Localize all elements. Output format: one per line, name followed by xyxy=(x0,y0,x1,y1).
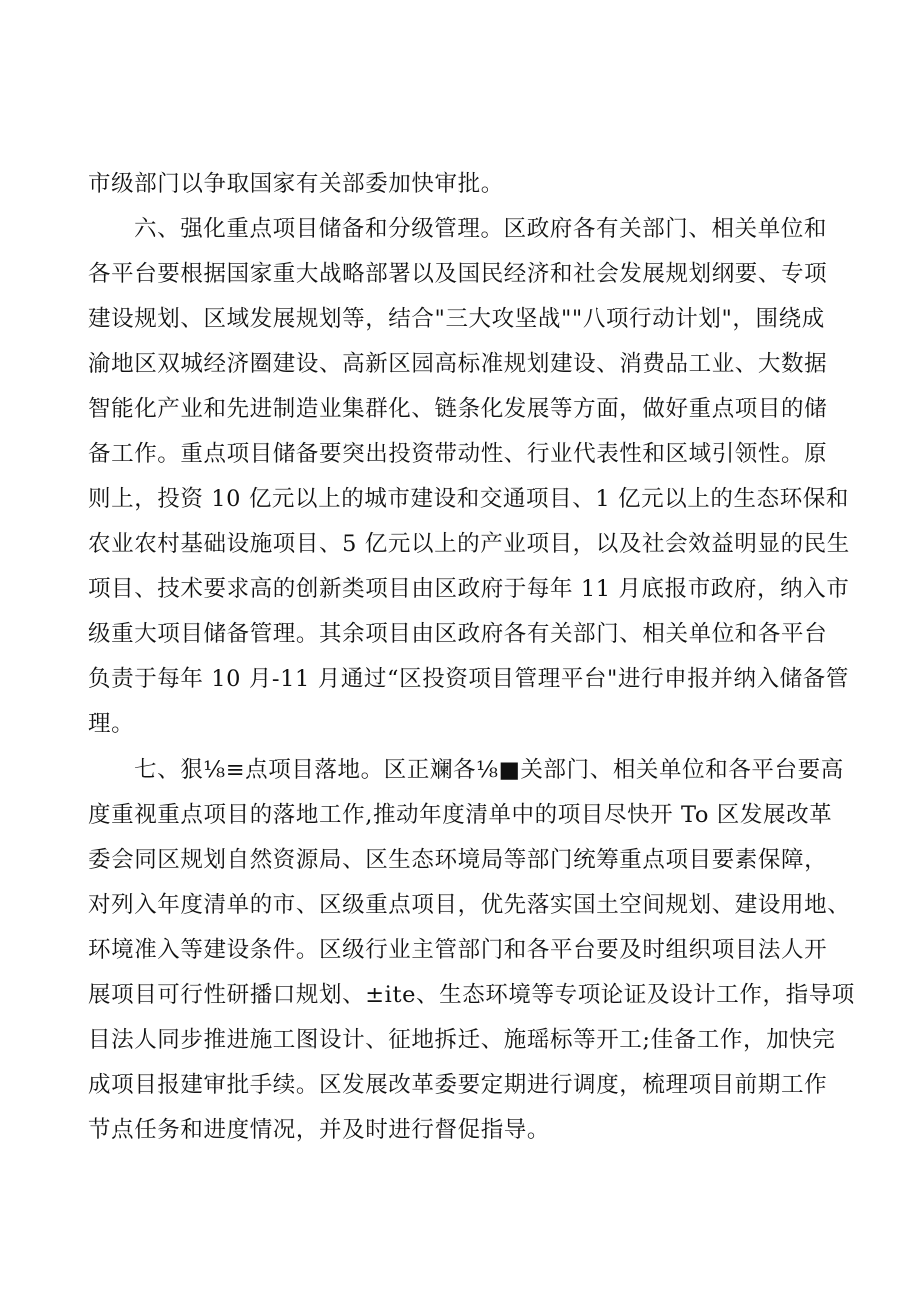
text-line: 建设规划、区域发展规划等，结合"三大攻坚战""八项行动计划"，围绕成 xyxy=(88,306,825,332)
text-line: 渝地区双城经济圈建设、高新区园高标准规划建设、消费品工业、大数据 xyxy=(88,351,828,377)
text-line: 市级部门以争取国家有关部委加快审批。 xyxy=(88,171,504,197)
text-line: 委会同区规划自然资源局、区生态环境局等部门统筹重点项目要素保障， xyxy=(88,847,828,873)
text-line: 备工作。重点项目储备要突出投资带动性、行业代表性和区域引领性。原 xyxy=(88,441,828,467)
text-line: 展项目可行性研播口规划、±ite、生态环境等专项论证及设计工作，指导项 xyxy=(88,982,855,1008)
text-line: 成项目报建审批手续。区发展改革委要定期进行调度，梳理项目前期工作 xyxy=(88,1072,828,1098)
text-line: 级重大项目储备管理。其余项目由区政府各有关部门、相关单位和各平台 xyxy=(88,621,828,647)
text-line: 节点任务和进度情况，并及时进行督促指导。 xyxy=(88,1117,551,1143)
text-line: 负责于每年 10 月-11 月通过“区投资项目管理平台"进行申报并纳入储备管 xyxy=(88,666,849,692)
section-seven-heading-line: 七、狠⅛≡点项目落地。区正斓各⅛■关部门、相关单位和各平台要高 xyxy=(134,757,844,783)
text-line: 智能化产业和先进制造业集群化、链条化发展等方面，做好重点项目的储 xyxy=(88,396,828,422)
text-line: 各平台要根据国家重大战略部署以及国民经济和社会发展规划纲要、专项 xyxy=(88,261,828,287)
text-line: 理。 xyxy=(88,711,135,737)
text-line: 农业农村基础设施项目、5 亿元以上的产业项目，以及社会效益明显的民生 xyxy=(88,531,850,557)
text-line: 对列入年度清单的市、区级重点项目，优先落实国土空间规划、建设用地、 xyxy=(88,892,851,918)
text-line: 项目、技术要求高的创新类项目由区政府于每年 11 月底报市政府，纳入市 xyxy=(88,576,850,602)
text-line: 环境准入等建设条件。区级行业主管部门和各平台要及时组织项目法人开 xyxy=(88,937,828,963)
section-six-heading-line: 六、强化重点项目储备和分级管理。区政府各有关部门、相关单位和 xyxy=(134,216,828,242)
text-line: 目法人同步推进施工图设计、征地拆迁、施瑶标等开工;佳备工作，加快完 xyxy=(88,1027,836,1053)
text-line: 度重视重点项目的落地工作,推动年度清单中的项目尽快开 To 区发展改革 xyxy=(88,802,833,828)
text-line: 则上，投资 10 亿元以上的城市建设和交通项目、1 亿元以上的生态环保和 xyxy=(88,486,850,512)
